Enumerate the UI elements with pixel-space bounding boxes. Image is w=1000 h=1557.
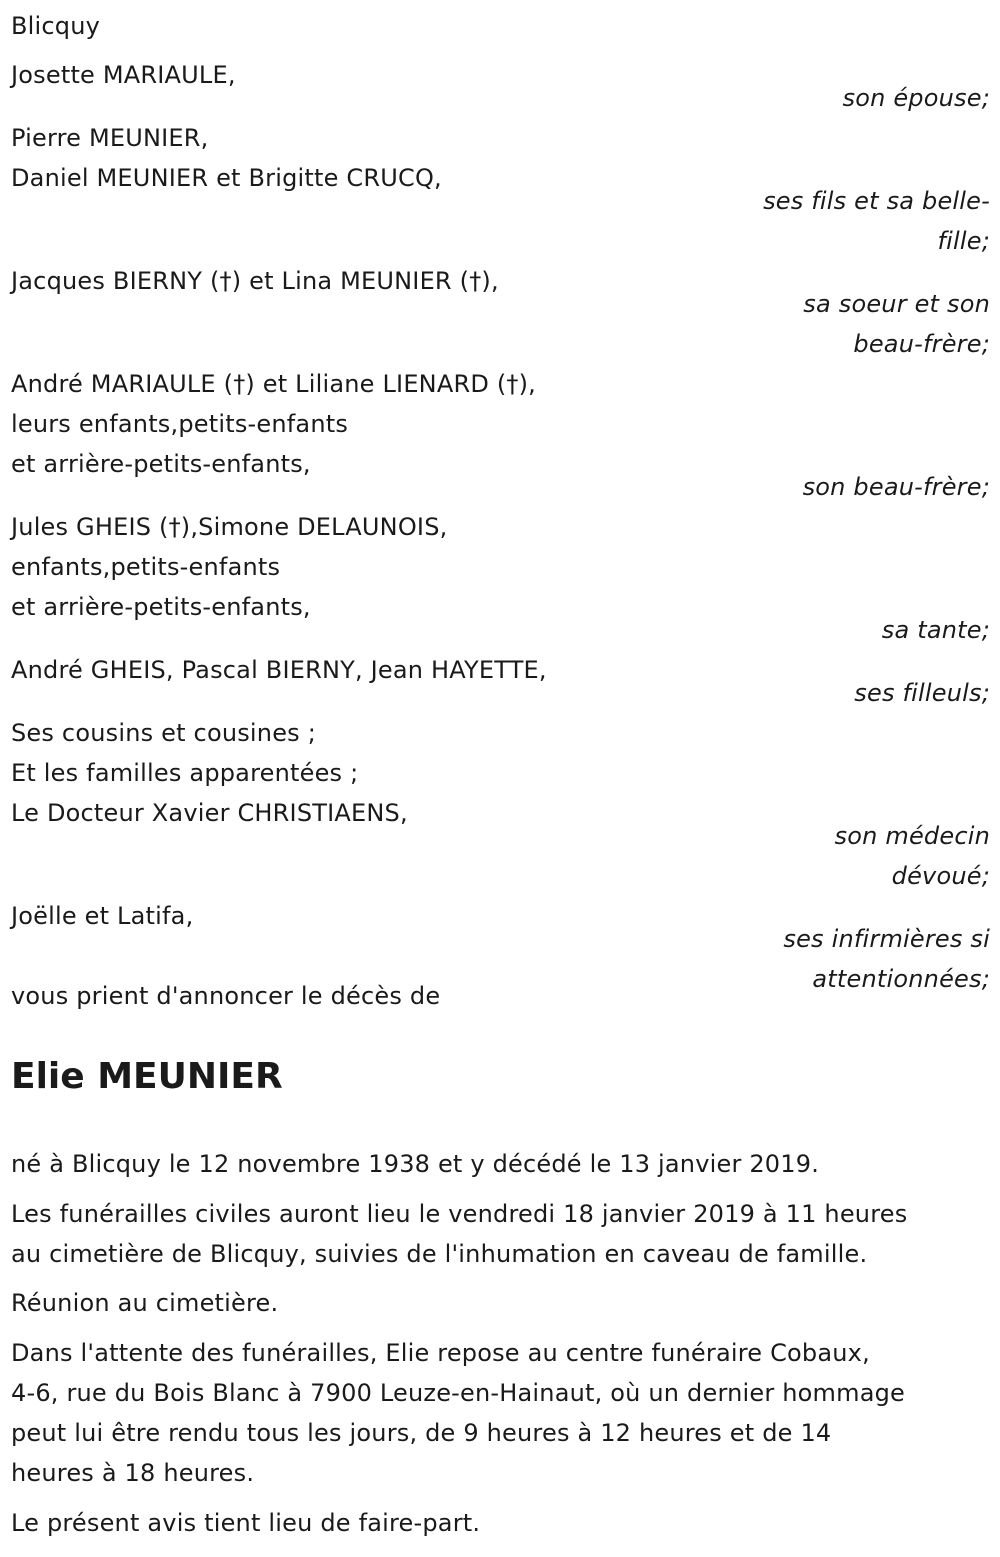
relation-label: attentionnées; [812,965,990,993]
family-line: et arrière-petits-enfants, [11,450,311,478]
family-line: Ses cousins et cousines ; [11,719,316,747]
family-line: Josette MARIAULE, [11,61,236,89]
relation-label: son médecin [834,822,990,850]
paragraph-line: né à Blicquy le 12 novembre 1938 et y décédé le 13 janvier 2019. [11,1150,820,1178]
family-line: Pierre MEUNIER, [11,124,209,152]
paragraph-line: Dans l'attente des funérailles, Elie repose au centre funéraire Cobaux, [11,1339,870,1367]
relation-label: ses infirmières si [783,925,990,953]
family-line: André GHEIS, Pascal BIERNY, Jean HAYETTE, [11,656,547,684]
family-line: André MARIAULE (†) et Liliane LIENARD (†), [11,370,536,398]
paragraph-line: au cimetière de Blicquy, suivies de l'inhumation en caveau de famille. [11,1240,868,1268]
family-line: Jules GHEIS (†),Simone DELAUNOIS, [11,513,448,541]
family-line: enfants,petits-enfants [11,553,281,581]
relation-label: sa soeur et son [803,290,990,318]
paragraph-line: Les funérailles civiles auront lieu le vendredi 18 janvier 2019 à 11 heures [11,1200,908,1228]
relation-label: ses filleuls; [854,679,990,707]
relation-label: son beau-frère; [802,473,990,501]
paragraph-line: 4-6, rue du Bois Blanc à 7900 Leuze-en-Hainaut, où un dernier hommage [11,1379,905,1407]
family-line: Le Docteur Xavier CHRISTIAENS, [11,799,408,827]
family-line: Jacques BIERNY (†) et Lina MEUNIER (†), [11,267,499,295]
family-line: Et les familles apparentées ; [11,759,359,787]
paragraph-line: Le présent avis tient lieu de faire-part. [11,1509,481,1537]
relation-label: fille; [937,227,990,255]
family-line: et arrière-petits-enfants, [11,593,311,621]
relation-label: beau-frère; [853,330,990,358]
paragraph-line: Réunion au cimetière. [11,1289,279,1317]
relation-label: son épouse; [842,84,990,112]
paragraph-line: heures à 18 heures. [11,1459,255,1487]
deceased-name: Elie MEUNIER [11,1056,283,1097]
relation-label: sa tante; [881,616,990,644]
family-line: leurs enfants,petits-enfants [11,410,349,438]
announcement-text: vous prient d'annoncer le décès de [11,982,441,1010]
family-line: Joëlle et Latifa, [11,902,194,930]
relation-label: dévoué; [891,862,990,890]
place-heading: Blicquy [11,12,101,40]
relation-label: ses fils et sa belle- [763,187,990,215]
paragraph-line: peut lui être rendu tous les jours, de 9 heures à 12 heures et de 14 [11,1419,832,1447]
family-line: Daniel MEUNIER et Brigitte CRUCQ, [11,164,442,192]
